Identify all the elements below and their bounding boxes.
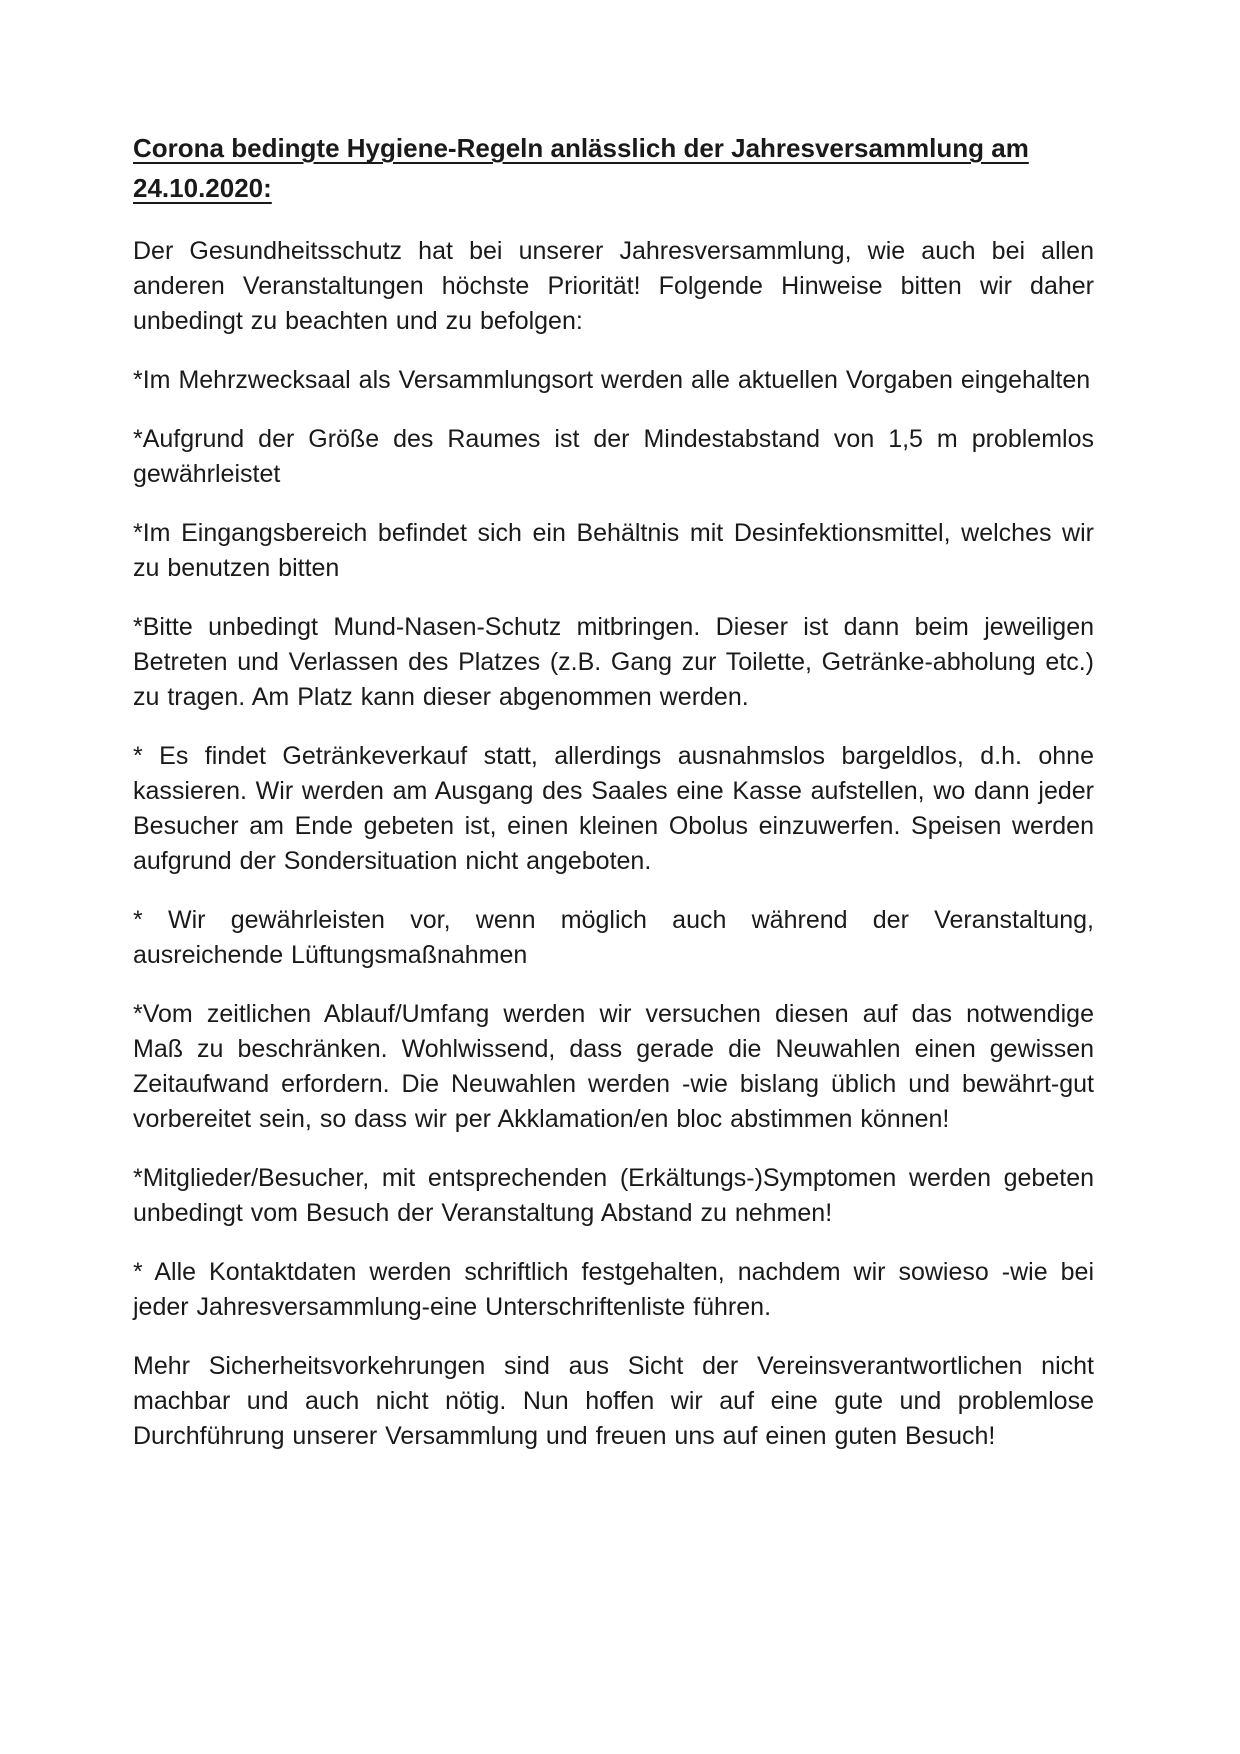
- paragraph-rule-drinks: * Es findet Getränkeverkauf statt, allerdings ausnahmslos bargeldlos, d.h. ohne kassieren. Wir werden am Ausgang des Saales eine Kasse aufstellen, wo dann jeder Besucher am Ende gebeten ist, einen kleinen Obolus einzuwerfen. Speisen werden aufgrund der Sondersituation nicht angeboten.: [133, 742, 1094, 875]
- document-body: [133, 234, 1094, 1454]
- document-title: Corona bedingte Hygiene-Regeln anlässlich der Jahresversammlung am 24.10.2020:: [133, 133, 1029, 203]
- paragraph-rule-disinfectant: *Im Eingangsbereich befindet sich ein Behältnis mit Desinfektionsmittel, welches wir zu benutzen bitten: [133, 519, 1094, 582]
- paragraph-rule-mask: *Bitte unbedingt Mund-Nasen-Schutz mitbringen. Dieser ist dann beim jeweiligen Betreten und Verlassen des Platzes (z.B. Gang zur Toilette, Getränke-abholung etc.) zu tragen. Am Platz kann dieser abgenommen werden.: [133, 613, 1094, 711]
- paragraph-intro: Der Gesundheitsschutz hat bei unserer Jahresversammlung, wie auch bei allen anderen Veranstaltungen höchste Priorität! Folgende Hinweise bitten wir daher unbedingt zu beachten und zu befolgen:: [133, 237, 1094, 335]
- paragraph-rule-venue: *Im Mehrzwecksaal als Versammlungsort werden alle aktuellen Vorgaben eingehalten: [133, 366, 1091, 394]
- paragraph-rule-ventilation: * Wir gewährleisten vor, wenn möglich auch während der Veranstaltung, ausreichende Lüftungsmaßnahmen: [133, 906, 1094, 969]
- paragraph-rule-symptoms: *Mitglieder/Besucher, mit entsprechenden (Erkältungs-)Symptomen werden gebeten unbedingt vom Besuch der Veranstaltung Abstand zu nehmen!: [133, 1164, 1094, 1227]
- paragraph-closing: Mehr Sicherheitsvorkehrungen sind aus Sicht der Vereinsverantwortlichen nicht machbar und auch nicht nötig. Nun hoffen wir auf eine gute und problemlose Durchführung unserer Versammlung und freuen uns auf einen guten Besuch!: [133, 1352, 1094, 1450]
- paragraph-rule-schedule: *Vom zeitlichen Ablauf/Umfang werden wir versuchen diesen auf das notwendige Maß zu beschränken. Wohlwissend, dass gerade die Neuwahlen einen gewissen Zeitaufwand erfordern. Die Neuwahlen werden -wie bislang üblich und bewährt-gut vorbereitet sein, so dass wir per Akklamation/en bloc abstimmen können!: [133, 1000, 1094, 1133]
- paragraph-rule-distance: *Aufgrund der Größe des Raumes ist der Mindestabstand von 1,5 m problemlos gewährleistet: [133, 425, 1094, 488]
- paragraph-rule-contact-data: * Alle Kontaktdaten werden schriftlich festgehalten, nachdem wir sowieso -wie bei jeder Jahresversammlung-eine Unterschriftenliste führen.: [133, 1258, 1094, 1321]
